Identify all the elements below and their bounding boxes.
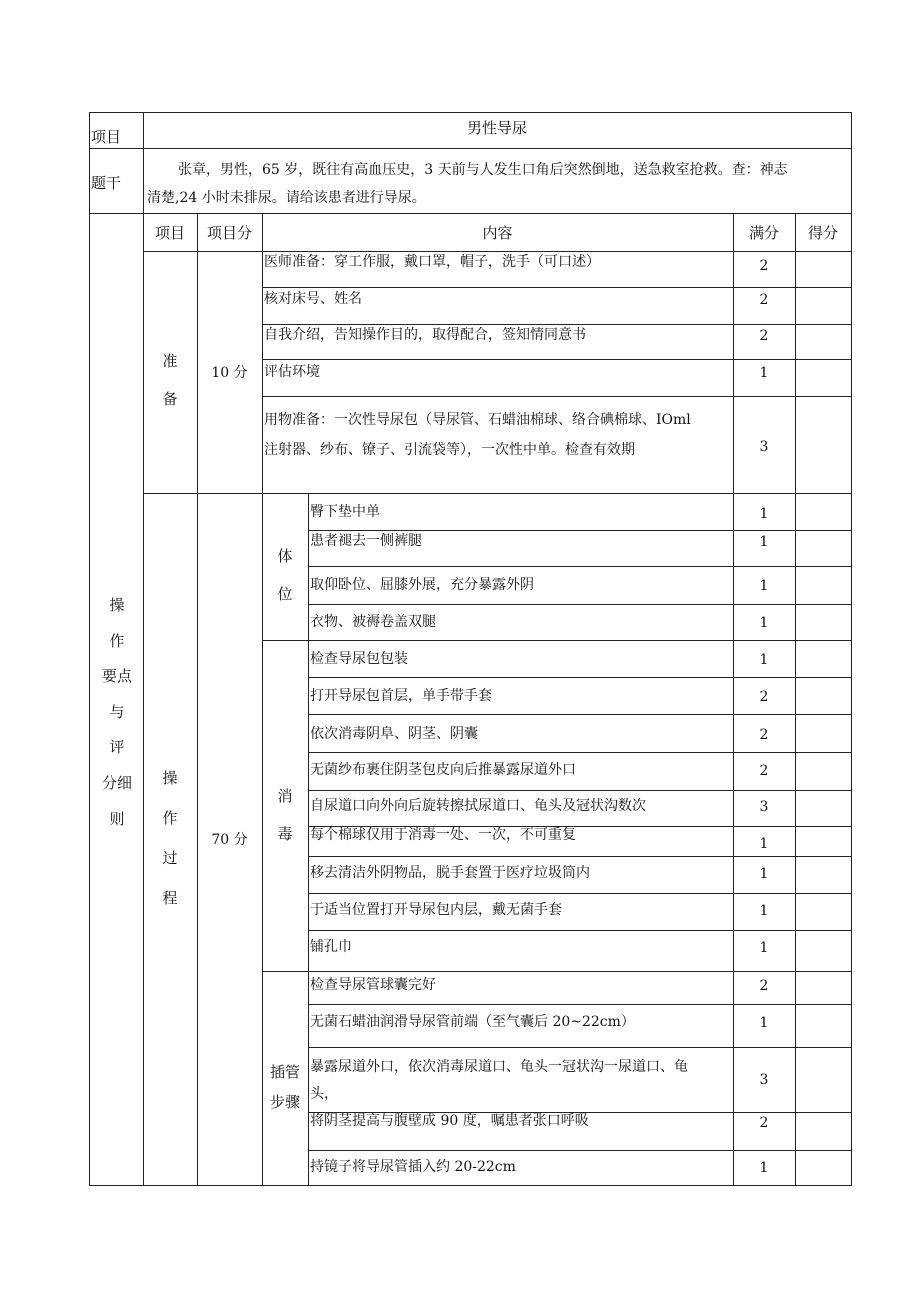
row-content: 取仰卧位、屈膝外展，充分暴露外阴 xyxy=(310,577,534,593)
section-name-char: 准 xyxy=(162,352,178,370)
row-divider xyxy=(308,893,852,894)
row-content: 无菌纱布裹住阴茎包皮向后推暴露尿道外口 xyxy=(310,762,576,778)
col-header-content: 内容 xyxy=(482,224,513,242)
row-content: 持镜子将导尿管插入约 20-22cm xyxy=(310,1159,516,1175)
row-full-score: 1 xyxy=(759,652,769,668)
stem-label: 题干 xyxy=(91,174,122,192)
stem-text-line1: 张章，男性，65 岁，既往有高血压史，3 天前与人发生口角后突然倒地，送急救室抢救。查：神志 xyxy=(178,162,788,178)
row-full-score: 1 xyxy=(759,903,769,919)
section-prep-score: 10 分 xyxy=(211,365,248,381)
section-name-char: 备 xyxy=(162,390,178,408)
subgroup-name-char: 插管 xyxy=(269,1063,300,1081)
col-header-item: 项目 xyxy=(154,224,185,242)
table-border-right xyxy=(851,112,852,1186)
row-divider xyxy=(262,971,852,972)
row-full-score: 2 xyxy=(759,328,769,344)
subgroup-name-char: 消 xyxy=(277,787,293,805)
section-process-name xyxy=(143,758,197,918)
section-name-char: 过 xyxy=(162,849,178,867)
row-content: 自尿道口向外向后旋转擦拭尿道口、龟头及冠状沟数次 xyxy=(310,798,646,814)
row-full-score: 1 xyxy=(759,836,769,852)
row-content: 臀下垫中单 xyxy=(310,504,380,520)
row-divider xyxy=(308,1150,852,1151)
row-content: 医师准备：穿工作服，戴口罩，帽子，洗手（可口述） xyxy=(264,254,600,270)
row-divider xyxy=(308,856,852,857)
row-full-score: 2 xyxy=(759,258,769,274)
row-divider xyxy=(262,640,852,641)
row-divider xyxy=(89,213,852,214)
col-header-item-score: 项目分 xyxy=(206,224,252,242)
row-full-score: 1 xyxy=(759,940,769,956)
row-divider xyxy=(308,677,852,678)
side-label-char: 要点 xyxy=(101,667,132,686)
col-divider xyxy=(143,112,144,1186)
row-full-score: 1 xyxy=(759,866,769,882)
row-full-score: 3 xyxy=(759,439,769,455)
col-header-obtained-score: 得分 xyxy=(807,224,838,242)
section-process-score: 70 分 xyxy=(211,832,248,848)
row-full-score: 2 xyxy=(759,727,769,743)
side-label-char: 则 xyxy=(109,809,125,828)
table-border-left xyxy=(89,112,90,1186)
side-label-char: 作 xyxy=(109,631,125,650)
col-header-full-score: 满分 xyxy=(748,224,779,242)
row-full-score: 1 xyxy=(759,506,769,522)
table-border-bottom xyxy=(89,1185,852,1186)
section-prep-name xyxy=(143,342,197,418)
row-content: 患者褪去一侧裤腿 xyxy=(310,533,422,549)
row-full-score: 1 xyxy=(759,534,769,550)
subgroup-name-char: 毒 xyxy=(277,825,293,843)
row-content: 无菌石蜡油润滑导尿管前端（至气囊后 20~22cm） xyxy=(310,1014,635,1030)
row-content: 核对床号、姓名 xyxy=(264,291,362,307)
side-label-char: 评 xyxy=(109,738,125,757)
section-name-char: 程 xyxy=(162,889,178,907)
col-divider xyxy=(197,213,198,1186)
section-name-char: 操 xyxy=(162,769,178,787)
row-full-score: 1 xyxy=(759,1160,769,1176)
row-content-line1: 暴露尿道外口，依次消毒尿道口、龟头一冠状沟一尿道口、龟 xyxy=(310,1059,688,1075)
row-content-line1: 用物准备：一次性导尿包（导尿管、石蜡油棉球、络合碘棉球、IOml xyxy=(264,412,691,428)
row-divider xyxy=(89,148,852,149)
row-content: 衣物、被褥卷盖双腿 xyxy=(310,614,436,630)
row-full-score: 1 xyxy=(759,578,769,594)
subgroup-name-char: 位 xyxy=(277,585,293,603)
subgroup-name-char: 体 xyxy=(277,547,293,565)
row-content: 自我介绍，告知操作目的，取得配合，签知情同意书 xyxy=(264,327,586,343)
subgroup-position-name xyxy=(262,537,308,613)
row-full-score: 2 xyxy=(759,1115,769,1131)
row-full-score: 1 xyxy=(759,1015,769,1031)
row-divider xyxy=(143,493,852,494)
row-full-score: 2 xyxy=(759,978,769,994)
row-divider xyxy=(308,752,852,753)
row-full-score: 2 xyxy=(759,763,769,779)
row-divider xyxy=(308,604,852,605)
stem-text-line2: 清楚,24 小时未排尿。请给该患者进行导尿。 xyxy=(147,190,426,206)
side-label-char: 分细 xyxy=(101,773,132,792)
row-content-line2: 注射器、纱布、镣子、引流袋等），一次性中单。检查有效期 xyxy=(264,442,635,458)
row-content: 铺孔巾 xyxy=(310,939,352,955)
row-divider xyxy=(308,790,852,791)
row-divider xyxy=(308,930,852,931)
row-full-score: 3 xyxy=(759,799,769,815)
row-content: 评估环境 xyxy=(264,364,320,380)
row-divider xyxy=(262,359,852,360)
document-title: 男性导尿 xyxy=(466,119,527,137)
row-full-score: 2 xyxy=(759,689,769,705)
subgroup-disinfect-name xyxy=(262,777,308,853)
row-full-score: 1 xyxy=(759,615,769,631)
col-divider xyxy=(308,493,309,1186)
row-full-score: 3 xyxy=(759,1072,769,1088)
row-content: 打开导尿包首层，单手带手套 xyxy=(310,688,492,704)
table-border-top xyxy=(89,112,852,113)
subgroup-insert-name xyxy=(262,1057,308,1117)
row-content: 检查导尿包包装 xyxy=(310,651,408,667)
row-divider xyxy=(308,1004,852,1005)
side-label xyxy=(91,588,143,837)
row-content: 将阴茎提高与腹壁成 90 度，嘱患者张口呼吸 xyxy=(310,1113,589,1129)
header-item-label: 项目 xyxy=(91,128,122,146)
row-content-line2: 头， xyxy=(310,1086,338,1102)
row-divider xyxy=(262,287,852,288)
section-name-char: 作 xyxy=(162,809,178,827)
row-divider xyxy=(308,1047,852,1048)
row-divider xyxy=(262,396,852,397)
row-content: 依次消毒阴阜、阴茎、阴囊 xyxy=(310,726,478,742)
side-label-char: 与 xyxy=(109,702,125,721)
row-content: 移去清洁外阴物品，脱手套置于医疗垃圾筒内 xyxy=(310,865,590,881)
row-divider xyxy=(308,566,852,567)
row-full-score: 1 xyxy=(759,365,769,381)
row-content: 每个棉球仅用于消毒一处、一次，不可重复 xyxy=(310,827,576,843)
row-divider xyxy=(308,714,852,715)
subgroup-name-char: 步骤 xyxy=(269,1093,300,1111)
side-label-char: 操 xyxy=(109,596,125,614)
row-content: 检查导尿管球囊完好 xyxy=(310,977,436,993)
row-full-score: 2 xyxy=(759,292,769,308)
row-content: 于适当位置打开导尿包内层，戴无菌手套 xyxy=(310,902,562,918)
